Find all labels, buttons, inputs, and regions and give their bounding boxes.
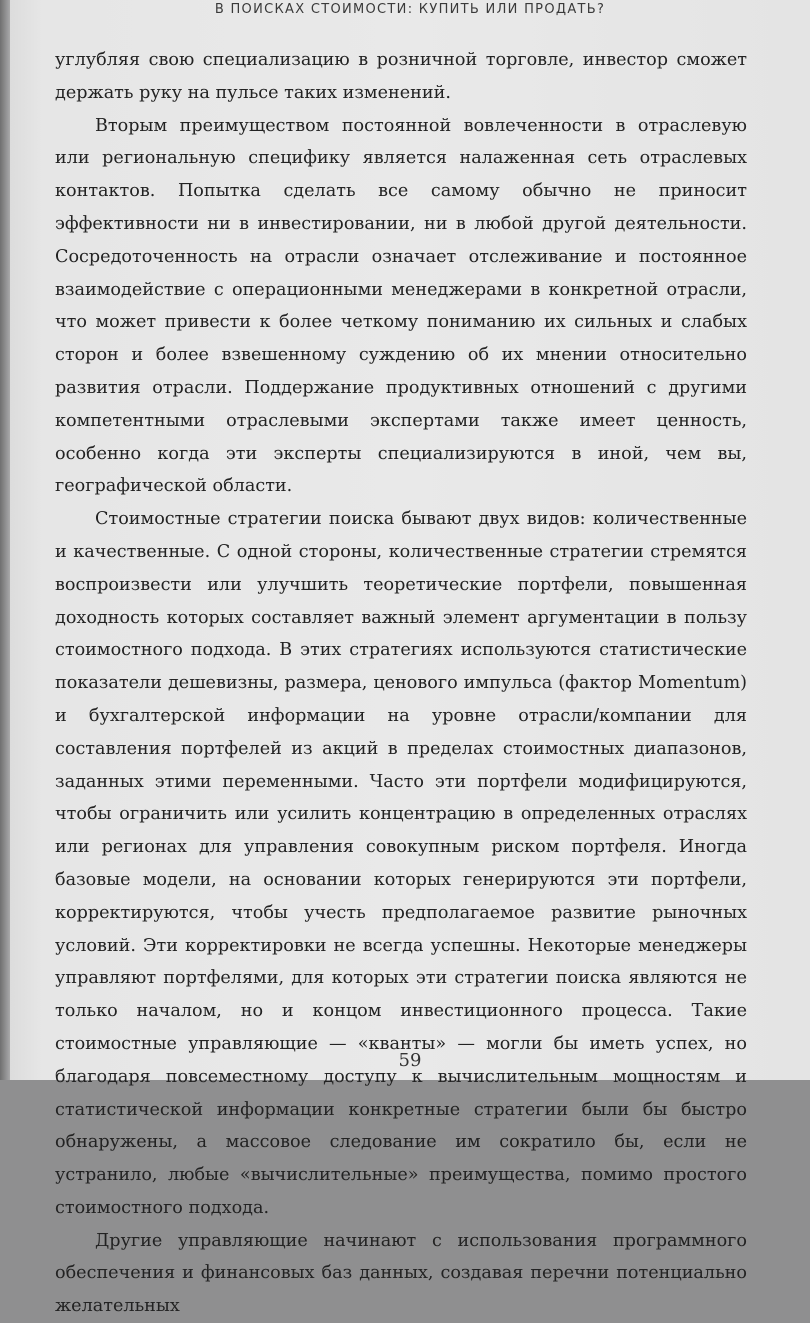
page-number: 59 bbox=[398, 1050, 422, 1071]
paragraph-strategies: Стоимостные стратегии поиска бывают двух видов: количественные и качественные. С одной стороны, количественные стратегии стремятся воспроизвести или улучшить теоретические портфели, повышенная доходность которых составляет важный элемент аргументации в пользу стоимостного подхода. В этих стратегиях используются статистические показатели дешевизны, размера, ценового импульса (фактор Momentum) и бухгалтерской информации на уровне отрасли/компании для составления портфелей из акций в пределах стоимостных диапазонов, заданных этими переменными. Часто эти портфели модифицируются, чтобы ограничить или усилить концентрацию в определенных отраслях или регионах для управления совокупным риском портфеля. Иногда базовые модели, на основании которых генерируются эти портфели, корректируются, чтобы учесть предполагаемое развитие рыночных условий. Эти корректировки не всегда успешны. Некоторые менеджеры управляют портфелями, для которых эти стратегии поиска являются не только началом, но и концом инвестиционного процесса. Такие стоимостные управляющие — «кванты» — могли бы иметь успех, но благодаря повсеместному доступу к вычислительным мощностям и статистической информации конкретные стратегии были бы быстро обнаружены, а массовое следование им сократило бы, если не устранило, любые «вычислительные» преимущества, помимо простого стоимостного подхода. bbox=[55, 509, 747, 1218]
paragraph-other-managers: Другие управляющие начинают с использования программного обеспечения и финансовых баз данных, создавая перечни потенциально желательных bbox=[55, 1230, 747, 1317]
book-page bbox=[10, 0, 810, 1317]
body-text bbox=[55, 44, 747, 1323]
running-header: В ПОИСКАХ СТОИМОСТИ: КУПИТЬ ИЛИ ПРОДАТЬ? bbox=[214, 2, 606, 17]
paragraph-continuation: углубляя свою специализацию в розничной торговле, инвестор сможет держать руку на пульсе таких изменений. bbox=[55, 50, 747, 103]
page-fold-edge bbox=[0, 0, 10, 1080]
paragraph-contacts: Вторым преимуществом постоянной вовлеченности в отраслевую или региональную специфику является налаженная сеть отраслевых контактов. Попытка сделать все самому обычно не приносит эффективности ни в инвестировании, ни в любой другой деятельности. Сосредоточенность на отрасли означает отслеживание и постоянное взаимодействие с операционными менеджерами в конкретной отрасли, что может привести к более четкому пониманию их сильных и слабых сторон и более взвешенному суждению об их мнении относительно развития отрасли. Поддержание продуктивных отношений с другими компетентными отраслевыми экспертами также имеет ценность, особенно когда эти эксперты специализируются в иной, чем вы, географической области. bbox=[55, 115, 747, 497]
